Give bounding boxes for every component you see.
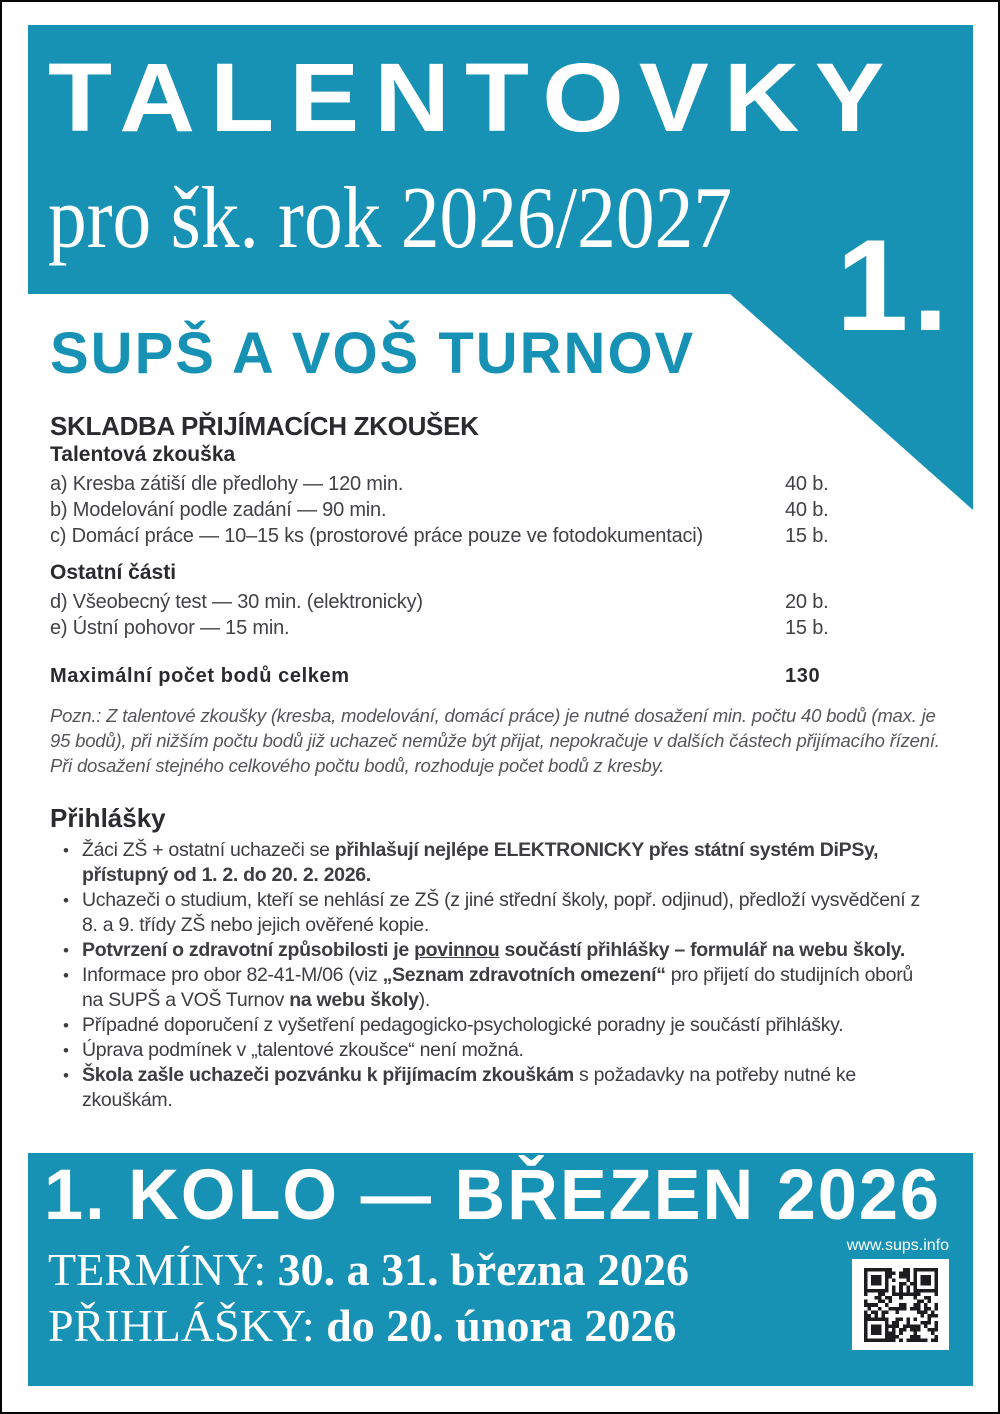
exam-item-row: [50, 615, 950, 641]
round-banner-title: 1. KOLO — BŘEZEN 2026: [44, 1156, 942, 1235]
school-name: SUPŠ A VOŠ TURNOV: [50, 321, 696, 386]
exam-total-points: 130: [785, 665, 821, 687]
exam-item-label: c) Domácí práce — 10–15 ks (prostorové práce pouze ve fotodokumentaci): [50, 525, 703, 547]
note-paragraph: Při dosažení stejného celkového počtu bodů, rozhoduje počet bodů z kresby.: [50, 755, 665, 776]
scoring-note: [50, 703, 940, 778]
poster-title: TALENTOVKY: [48, 43, 900, 152]
note-paragraph: Pozn.: Z talentové zkoušky (kresba, modelování, domácí práce) je nutné dosažení min. počtu 40 bodů (max. je 95 bodů), při nižším počtu bodů již uchazeč nemůže být přijat, nepokračuje v dalších částech přijímacího řízení.: [50, 705, 940, 751]
list-item: • Úprava podmínek v „talentové zkoušce“ není možná.: [50, 1038, 930, 1063]
deadline-line: [48, 1301, 676, 1352]
exam-item-row: [50, 523, 950, 549]
list-item: • Případné doporučení z vyšetření pedagogicko-psychologické poradny je součástí přihlášky.: [50, 1013, 930, 1038]
exam-item-label: a) Kresba zátiší dle předlohy — 120 min.: [50, 473, 404, 495]
deadline-value: do 20. února 2026: [326, 1300, 677, 1351]
applications-heading: Přihlášky: [50, 803, 166, 833]
exam-item-points: 20 b.: [785, 591, 829, 613]
exam-item-points: 40 b.: [785, 473, 829, 495]
terms-line: [48, 1245, 689, 1296]
exam-group-title: Ostatní části: [50, 561, 177, 584]
qr-code-box: [852, 1259, 949, 1350]
terms-label: TERMÍNY:: [48, 1244, 278, 1295]
applications-list: [50, 838, 930, 1113]
exam-item-label: d) Všeobecný test — 30 min. (elektronicky): [50, 591, 423, 613]
list-item: • Informace pro obor 82-41-M/06 (viz „Seznam zdravotních omezení“ pro přijetí do studijních oborů na SUPŠ a VOŠ Turnov na webu školy).: [50, 963, 930, 1013]
deadline-label: PŘIHLÁŠKY:: [48, 1300, 327, 1351]
exam-item-label: e) Ústní pohovor — 15 min.: [50, 617, 290, 639]
list-item: • Škola zašle uchazeči pozvánku k přijímacím zkouškám s požadavky na potřeby nutné ke zkouškám.: [50, 1063, 930, 1113]
list-item: • Žáci ZŠ + ostatní uchazeči se přihlašují nejlépe ELEKTRONICKY přes státní systém DiPSy, přístupný od 1. 2. do 20. 2. 2026.: [50, 838, 930, 888]
exam-section-heading: SKLADBA PŘIJÍMACÍCH ZKOUŠEK: [50, 411, 479, 441]
website-url: www.sups.info: [846, 1237, 949, 1254]
exam-item-row: [50, 471, 950, 497]
exam-item-row: [50, 497, 950, 523]
exam-item-points: 15 b.: [785, 525, 829, 547]
exam-item-label: b) Modelování podle zadání — 90 min.: [50, 499, 387, 521]
round-banner: [28, 1153, 973, 1386]
exam-composition-section: [50, 411, 950, 689]
exam-item-row: [50, 589, 950, 615]
qr-code: [864, 1268, 938, 1342]
exam-item-points: 40 b.: [785, 499, 829, 521]
exam-item-points: 15 b.: [785, 617, 829, 639]
round-number: 1.: [836, 212, 953, 358]
hero-banner: [28, 25, 973, 294]
exam-group-title: Talentová zkouška: [50, 443, 236, 466]
applications-section: [50, 803, 930, 1113]
poster-subtitle: pro šk. rok 2026/2027: [48, 170, 733, 267]
exam-total-label: Maximální počet bodů celkem: [50, 665, 350, 687]
list-item: • Uchazeči o studium, kteří se nehlásí ze ZŠ (z jiné střední školy, popř. odjinud), předloží vysvědčení z 8. a 9. třídy ZŠ nebo jejich ověřené kopie.: [50, 888, 930, 938]
list-item: • Potvrzení o zdravotní způsobilosti je povinnou součástí přihlášky – formulář na webu školy.: [50, 938, 930, 963]
exam-total-row: [50, 663, 950, 689]
terms-value: 30. a 31. března 2026: [277, 1244, 690, 1295]
